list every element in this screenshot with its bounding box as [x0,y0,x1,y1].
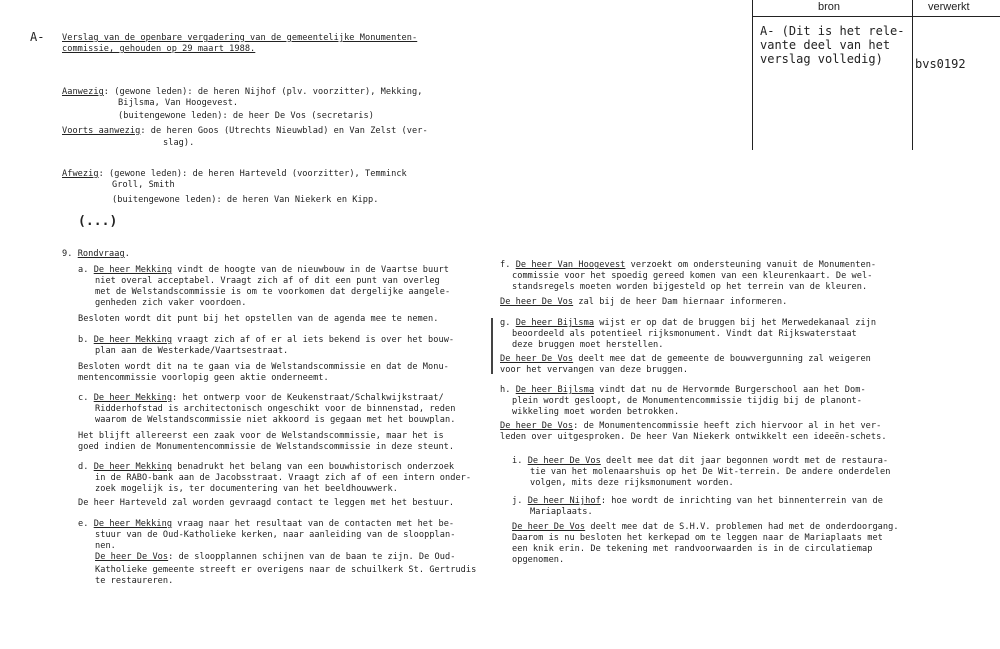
item-i-speaker: De heer De Vos [527,456,601,466]
also-present-line2: slag). [163,138,195,148]
item-b-speaker: De heer Mekking [93,335,173,345]
item-a-speaker: De heer Mekking [93,265,173,275]
item-c-prefix: c. [78,393,89,403]
item-h-resolution1 [500,421,881,432]
item-j-resolution3: een knik erin. De tekening met randvoorwaarden is in de circulatiemap [512,544,873,554]
item-c-text1: : het ontwerp voor de Keukenstraat/Schalkwijkstraat/ [172,393,444,403]
item-j-res-text: deelt mee dat de S.H.V. problemen had met de onderdoorgang. [585,522,899,532]
item-h-text1: vindt dat nu de Hervormde Burgerschool aan het Dom- [594,385,866,395]
item-g-resolution1 [500,354,871,365]
item-a-line4: genheden zich vaker voordoen. [95,298,247,308]
present-line2: Bijlsma, Van Hoogevest. [118,98,239,108]
item-d-line2: in de RABO-bank aan de Jacobsstraat. Vraagt zich af of een intern onder- [95,473,472,483]
item-f-line2: commissie voor het spoedig gereed komen van een kleurenkaart. De wel- [512,271,873,281]
item-d-prefix: d. [78,462,89,472]
item-j-line2: Mariaplaats. [530,507,593,517]
stamp-header-rule [752,16,1000,17]
stamp-divider [912,0,913,150]
item-h-speaker2: De heer De Vos [500,421,574,431]
item-i-text1: deelt mee dat dit jaar begonnen wordt met de restaura- [600,456,889,466]
item-e-text1: vraag naar het resultaat van de contacten met het be- [172,519,455,529]
item-d-text1: benadrukt het belang van een bouwhistorisch onderzoek [172,462,455,472]
also-present-text: : de heren Goos (Utrechts Nieuwblad) en Van Zelst (ver- [140,126,428,136]
also-present-label: Voorts aanwezig [62,126,141,136]
section-marker: A- [30,30,45,44]
item-g-resolution2: voor het vervangen van deze bruggen. [500,365,689,375]
item-h-speaker: De heer Bijlsma [515,385,595,395]
item-j-resolution4: opgenomen. [512,555,565,565]
item-c-line3: waarom de Welstandscommissie niet akkoord is gegaan met het bouwplan. [95,415,456,425]
item-e-speaker: De heer Mekking [93,519,173,529]
item-c-resolution1: Het blijft allereerst een zaak voor de Welstandscommissie, maar het is [78,431,444,441]
item-h-line2: plein wordt gesloopt, de Monumentencommissie tijdig bij de planont- [512,396,862,406]
present-text: : (gewone leden): de heren Nijhof (plv. voorzitter), Mekking, [103,87,423,97]
item-h-prefix: h. [500,385,511,395]
item-a-line3: met de Welstandscommissie is om te voorkomen dat dergelijke aangele- [95,287,451,297]
stamp-bron-label: bron [818,1,841,13]
item-j-speaker2: De heer De Vos [512,522,586,532]
margin-bar [491,318,493,374]
item-j-text1: : hoe wordt de inrichting van het binnenterrein van de [600,496,883,506]
rondvraag-heading [62,249,130,260]
item-a-line1 [78,265,449,276]
item-g-prefix: g. [500,318,511,328]
stamp-code: bvs0192 [915,57,966,71]
item-f-line3: standsregels moeten worden bijgesteld op het terrein van de kleuren. [512,282,868,292]
item-a-resolution: Besloten wordt dit punt bij het opstellen van de agenda mee te nemen. [78,314,439,324]
rondvraag-punct: . [124,249,130,259]
item-h-line3: wikkeling moet worden betrokken. [512,407,680,417]
item-a-line2: niet overal acceptabel. Vraagt zich af of dit een punt van overleg [95,276,440,286]
item-b-resolution2: mentencommissie voorlopig geen aktie onderneemt. [78,373,329,383]
report-title-line1: Verslag van de openbare vergadering van de gemeentelijke Monumenten- [62,33,418,43]
item-g-res-text: deelt mee dat de gemeente de bouwvergunning zal weigeren [573,354,871,364]
item-h-resolution2: leden over uitgesproken. De heer Van Niekerk ontwikkelt een ideeën-schets. [500,432,887,442]
item-e-line2: stuur van de Oud-Katholieke kerken, naar aanleiding van de sloopplan- [95,530,456,540]
item-f-speaker2: De heer De Vos [500,297,574,307]
item-f-line1 [500,260,876,271]
item-i-prefix: i. [512,456,523,466]
item-g-line3: deze bruggen moet herstellen. [512,340,664,350]
stamp-note: A- (Dit is het rele- vante deel van het verslag volledig) [760,24,905,66]
archive-stamp [752,0,1000,150]
item-c-line2: Ridderhofstad is architectonisch ongeschikt voor de binnenstad, reden [95,404,456,414]
item-a-text1: vindt de hoogte van de nieuwbouw in de Vaartse buurt [172,265,449,275]
item-e-line3: nen. [95,541,116,551]
item-number: 9. [62,249,73,259]
present-line3: (buitengewone leden): de heer De Vos (secretaris) [118,111,374,121]
item-f-prefix: f. [500,260,511,270]
item-g-speaker2: De heer De Vos [500,354,574,364]
item-e-line5: Katholieke gemeente streeft er overigens naar de schuilkerk St. Gertrudis [95,565,477,575]
item-e-speaker2: De heer De Vos [95,552,169,562]
item-b-resolution1: Besloten wordt dit na te gaan via de Welstandscommissie en dat de Monu- [78,362,449,372]
item-g-line1 [500,318,876,329]
rondvraag-label: Rondvraag [77,249,125,259]
item-j-resolution2: Daarom is nu besloten het kerkepad om te leggen naar de Mariaplaats met [512,533,883,543]
item-d-resolution: De heer Harteveld zal worden gevraagd contact te leggen met het bestuur. [78,498,455,508]
absent-label: Afwezig [62,169,99,179]
item-d-line3: zoek mogelijk is, ter documentering van het beeldhouwwerk. [95,484,398,494]
item-e-line4 [95,552,455,563]
report-title-line2: commissie, gehouden op 29 maart 1988. [62,44,256,54]
item-b-prefix: b. [78,335,89,345]
item-e-text4: : de sloopplannen schijnen van de baan te zijn. De Oud- [168,552,456,562]
item-c-line1 [78,393,444,404]
absent-line1 [62,169,407,180]
item-f-text1: verzoekt om ondersteuning vanuit de Monumenten- [625,260,877,270]
item-e-line6: te restaureren. [95,576,174,586]
item-b-text1: vraagt zich af of er al iets bekend is over het bouw- [172,335,455,345]
present-line1 [62,87,422,98]
item-c-speaker: De heer Mekking [93,393,173,403]
also-present-line1 [62,126,428,137]
item-j-prefix: j. [512,496,523,506]
item-d-line1 [78,462,454,473]
absent-line2: Groll, Smith [112,180,175,190]
item-g-speaker: De heer Bijlsma [515,318,595,328]
item-i-line1 [512,456,888,467]
item-g-line2: beoordeeld als potentieel rijksmonument. Vindt dat Rijkswaterstaat [512,329,857,339]
omission-ellipsis: (...) [78,214,118,229]
item-c-resolution2: goed indien de Monumentencommissie de Welstandscommissie in deze steunt. [78,442,455,452]
stamp-border-left [752,0,753,150]
item-e-prefix: e. [78,519,89,529]
item-j-resolution1 [512,522,899,533]
item-i-line2: tie van het molenaarshuis op het De Wit-terrein. De andere onderdelen [530,467,891,477]
item-j-line1 [512,496,883,507]
stamp-verwerkt-label: verwerkt [928,1,970,13]
item-b-line1 [78,335,454,346]
item-g-text1: wijst er op dat de bruggen bij het Merwedekanaal zijn [594,318,877,328]
absent-line3: (buitengewone leden): de heren Van Niekerk en Kipp. [112,195,379,205]
present-label: Aanwezig [62,87,104,97]
item-j-speaker: De heer Nijhof [527,496,601,506]
item-h-res-text: : de Monumentencommissie heeft zich hiervoor al in het ver- [573,421,882,431]
item-f-resolution [500,297,787,308]
item-b-line2: plan aan de Westerkade/Vaartsestraat. [95,346,289,356]
item-f-res-text: zal bij de heer Dam hiernaar informeren. [573,297,788,307]
item-e-line1 [78,519,454,530]
item-d-speaker: De heer Mekking [93,462,173,472]
item-a-prefix: a. [78,265,89,275]
item-h-line1 [500,385,866,396]
item-i-line3: volgen, mits deze rijksmonument worden. [530,478,734,488]
item-f-speaker: De heer Van Hoogevest [515,260,626,270]
absent-text: : (gewone leden): de heren Harteveld (voorzitter), Temminck [98,169,407,179]
